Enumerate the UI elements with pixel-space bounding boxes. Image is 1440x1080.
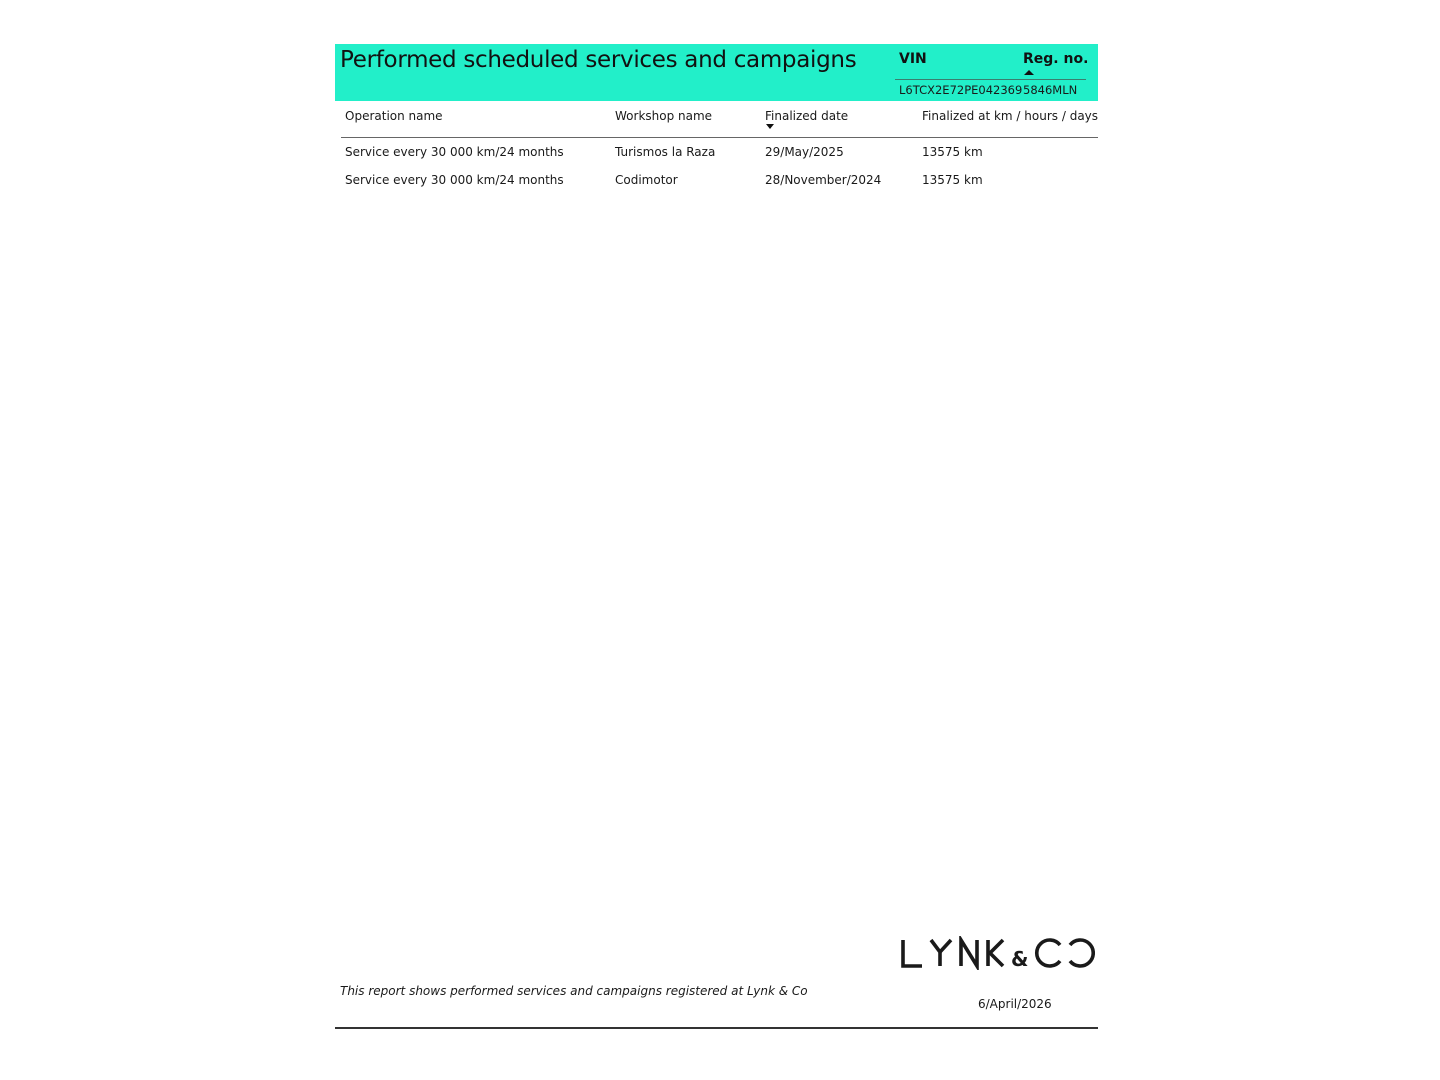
services-table (341, 101, 1098, 194)
column-header-finalized-date[interactable]: Finalized date (765, 109, 849, 123)
cell-finalized-date: 29/May/2025 (765, 145, 844, 159)
cell-operation-name: Service every 30 000 km/24 months (345, 145, 564, 159)
column-header-finalized-at[interactable]: Finalized at km / hours / days (922, 109, 1099, 123)
column-header-operation-name[interactable]: Operation name (345, 109, 443, 123)
column-header-workshop-name[interactable]: Workshop name (615, 109, 713, 123)
table-row (341, 138, 1098, 166)
vehicle-info (895, 44, 1089, 101)
cell-workshop-name: Turismos la Raza (615, 145, 716, 159)
report-header-band (335, 44, 1098, 101)
report-footnote: This report shows performed services and campaigns registered at Lynk & Co (340, 984, 808, 998)
table-body (341, 138, 1098, 194)
cell-operation-name: Service every 30 000 km/24 months (345, 173, 564, 187)
svg-text:&: & (1011, 947, 1029, 970)
footer-divider (335, 1027, 1098, 1029)
vehicle-divider (895, 79, 1086, 80)
vin-value: L6TCX2E72PE042369 (899, 83, 1023, 97)
reg-no-value: 5846MLN (1023, 83, 1078, 97)
table-row (341, 166, 1098, 194)
report-title: Performed scheduled services and campaigns (340, 47, 857, 73)
service-report-page (335, 44, 1098, 1034)
cell-finalized-at: 13575 km (922, 145, 983, 159)
reg-no-column-header[interactable]: Reg. no. (1023, 51, 1089, 67)
sort-ascending-icon[interactable] (1024, 70, 1034, 75)
vin-column-header[interactable]: VIN (899, 51, 927, 67)
cell-workshop-name: Codimotor (615, 173, 678, 187)
cell-finalized-date: 28/November/2024 (765, 173, 882, 187)
table-header (341, 101, 1098, 138)
sort-descending-icon[interactable] (766, 124, 774, 129)
lynk-and-co-logo (900, 936, 1095, 970)
cell-finalized-at: 13575 km (922, 173, 983, 187)
report-date: 6/April/2026 (978, 997, 1052, 1011)
